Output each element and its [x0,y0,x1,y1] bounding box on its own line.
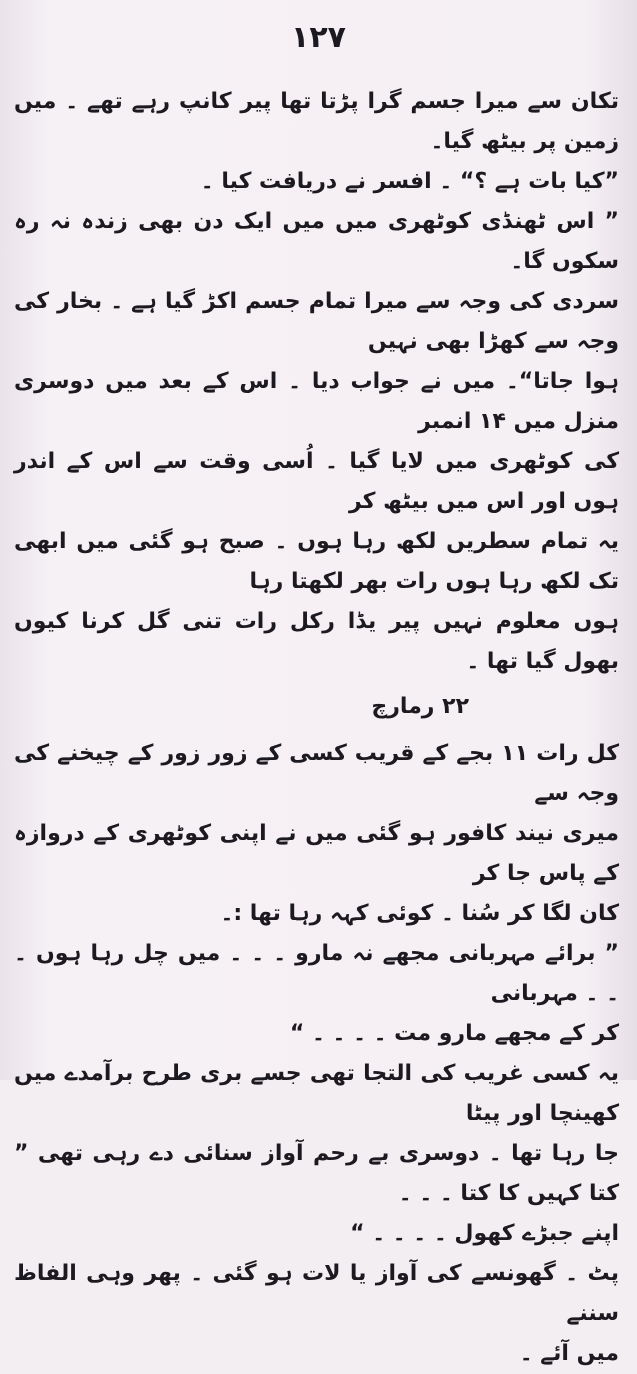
text-line: سردی کی وجہ سے میرا تمام جسم اکڑ گیا ہے ۔ بخار کی وجہ سے کھڑا بھی نہیں [14,289,619,354]
text-line: یہ کسی غریب کی التجا تھی جسے بری طرح برآمدے میں کھینچا اور پیٹا [14,1061,619,1126]
text-line: ” اس ٹھنڈی کوٹھری میں میں ایک دن بھی زندہ نہ رہ سکوں گا۔ [14,209,619,274]
text-line: کر کے مجھے مارو مت ۔ ۔ ۔ ۔ “ [289,1021,619,1046]
page-number: ۱۲۷ [291,20,346,55]
paragraph-1 [14,82,619,682]
text-line: جا رہا تھا ۔ دوسری بے رحم آواز سنائی دے رہی تھی ” کتا کہیں کا کتا ۔ ۔ ۔ [14,1141,619,1206]
page-body [14,82,619,1374]
text-line: ہوا جاتا“۔ میں نے جواب دیا ۔ اس کے بعد میں دوسری منزل میں ۱۴ انمبر [14,369,619,434]
paragraph-2 [14,734,619,1374]
text-line: کل رات ۱۱ بجے کے قریب کسی کے زور زور کے چیخنے کی وجہ سے [14,741,620,806]
text-line: ”کیا بات ہے ؟“ ۔ افسر نے دریافت کیا ۔ [200,169,619,194]
text-line: میں آئے ۔ [519,1341,619,1366]
text-line: پٹ ۔ گھونسے کی آواز یا لات ہو گئی ۔ پھر وہی الفاظ سننے [14,1261,619,1326]
text-line: اپنے جبڑے کھول ۔ ۔ ۔ ۔ “ [350,1221,619,1246]
date-heading: ۲۲ رمارچ [371,694,469,719]
text-line: تکان سے میرا جسم گرا پڑتا تھا پیر کانپ رہے تھے ۔ میں زمین پر بیٹھ گیا۔ [14,89,619,154]
text-line: کان لگا کر سُنا ۔ کوئی کہہ رہا تھا :۔ [220,901,619,926]
text-line: کی کوٹھری میں لایا گیا ۔ اُسی وقت سے اس کے اندر ہوں اور اس میں بیٹھ کر [14,449,619,514]
text-line: ہوں معلوم نہیں پیر یڈا رکل رات تنی گل کرنا کیوں بھول گیا تھا ۔ [14,609,619,674]
text-line: یہ تمام سطریں لکھ رہا ہوں ۔ صبح ہو گئی میں ابھی تک لکھ رہا ہوں رات بھر لکھتا رہا [14,529,619,594]
text-line: میری نیند کافور ہو گئی میں نے اپنی کوٹھری کے دروازہ کے پاس جا کر [14,821,619,886]
text-line: ” برائے مہربانی مجھے نہ مارو ۔ ۔ ۔ میں چل رہا ہوں ۔ ۔ ۔ مہربانی [14,941,619,1006]
